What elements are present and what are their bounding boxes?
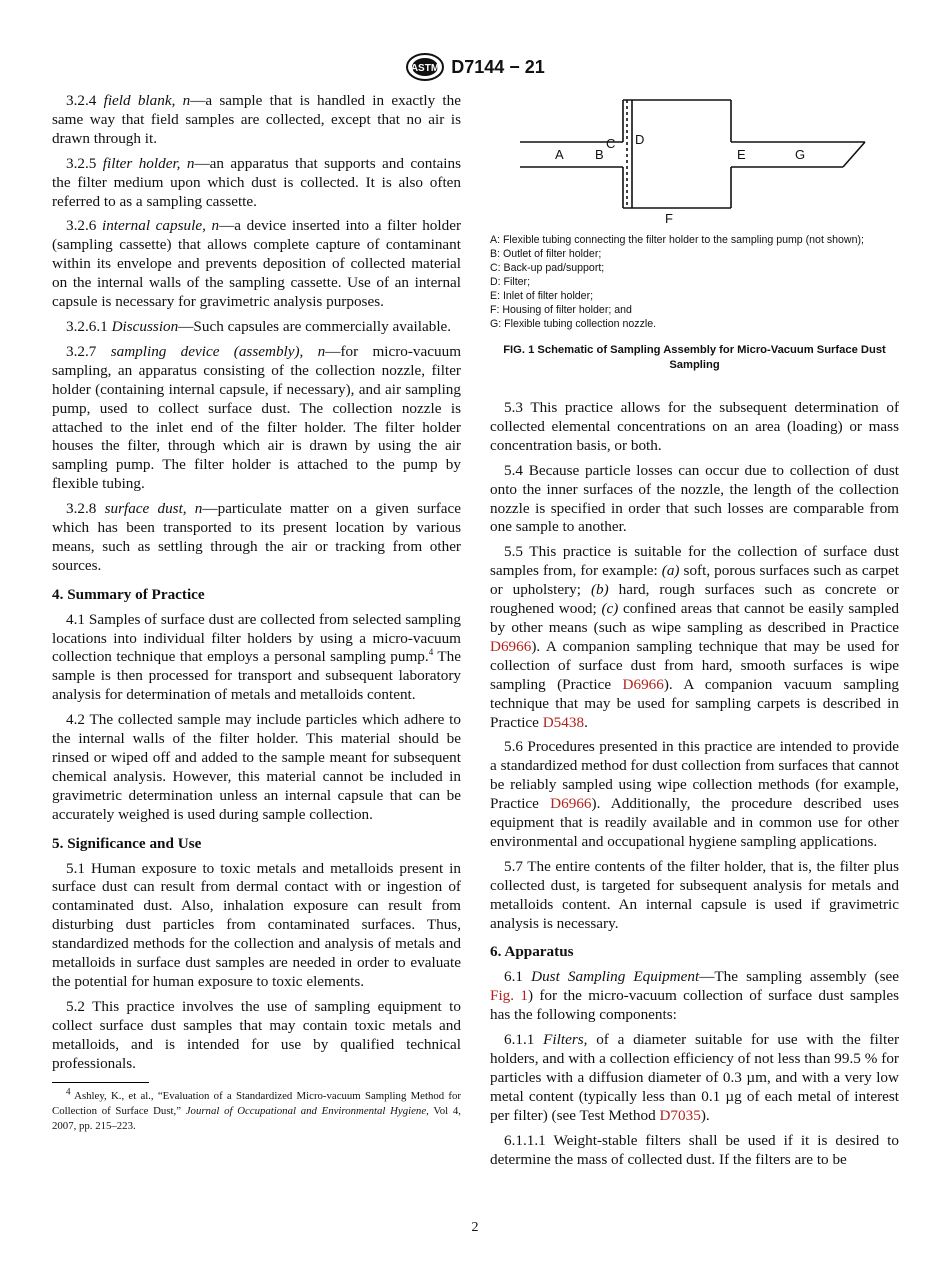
para-5-2: 5.2 This practice involves the use of sampling equipment to collect surface dust samples that may contain toxic metals and metalloids, and is intended for use by qualified technical professionals.: [52, 997, 461, 1072]
def-sampling-device: 3.2.7 sampling device (assembly), n—for micro-vacuum sampling, an apparatus consisting of the collection nozzle, filter holder (containing internal capsule, if necessary), and air sampling pump, used to collect surface dust. The collection nozzle is attached to the inlet end of the filter holder. The filter holder houses the filter, through which air is drawn by using the air sampling pump. The filter holder is attached to the pump by flexible tubing.: [52, 342, 462, 493]
link-d6966[interactable]: D6966: [550, 795, 592, 813]
para-6-1-1-1: 6.1.1.1 Weight-stable filters shall be used if it is desired to determine the mass of collected dust. If the filters are to be: [490, 1131, 899, 1168]
document-id: D7144 − 21: [451, 56, 545, 77]
para-4-1: 4.1 Samples of surface dust are collected from selected sampling locations into individual filter holders by using a micro-vacuum collection technique that employs a personal sampling pump.$^4$ The sample is then processed for transport and subsequent laboratory analysis for determination of metals and metalloids content.: [52, 610, 461, 704]
label-c: C: [606, 136, 616, 151]
left-column: [52, 92, 461, 1140]
page-header: [0, 52, 950, 87]
legend-item: C: Back-up pad/support;: [490, 262, 605, 274]
def-discussion: 3.2.6.1 Discussion—Such capsules are commercially available.: [66, 317, 452, 335]
section-heading-5: 5. Significance and Use: [52, 834, 202, 852]
para-4-2: 4.2 The collected sample may include particles which adhere to the internal walls of the filter holder. This material should be rinsed or wiped off and added to the sample meant for subsequent chemical analysis. However, this material cannot be included in gravimetric determination unless an internal capsule that can be accurately weighed is used during sample collection.: [52, 711, 461, 823]
svg-text:ASTM: ASTM: [411, 63, 440, 74]
figure-title: FIG. 1 Schematic of Sampling Assembly for Micro-Vacuum Surface Dust Sampling: [503, 344, 886, 371]
footnote: $^4$ Ashley, K., et al., “Evaluation of a Standardized Micro-vacuum Sampling Method for Collection of Surface Dust,” Journal of Occupational and Environmental Hygiene, Vol 4, 2007, pp. 215–223.: [52, 1085, 461, 1132]
section-heading-6: 6. Apparatus: [490, 943, 574, 961]
footnote-divider: [52, 1082, 149, 1083]
sampling-assembly-diagram: [515, 92, 875, 227]
label-f: F: [665, 211, 673, 226]
link-fig-1[interactable]: Fig. 1: [490, 987, 528, 1005]
legend-item: B: Outlet of filter holder;: [490, 248, 602, 260]
para-6-1: 6.1 Dust Sampling Equipment—The sampling assembly (see Fig. 1) for the micro-vacuum collection of surface dust samples has the following components:: [490, 968, 899, 1024]
para-5-6: 5.6 Procedures presented in this practice are intended to provide a standardized method for dust collection from surfaces that cannot be reliably sampled using wipe collection methods (for example, Practice D6966). Additionally, the procedure described uses equipment that is readily available and in common use for other environmental and occupational hygiene sampling applications.: [490, 738, 899, 850]
section-heading-4: 4. Summary of Practice: [52, 585, 205, 603]
right-column: [490, 92, 899, 1175]
legend-item: F: Housing of filter holder; and: [490, 304, 632, 316]
legend-item: A: Flexible tubing connecting the filter holder to the sampling pump (not shown);: [490, 234, 864, 246]
def-surface-dust: 3.2.8 surface dust, n—particulate matter on a given surface which has been transported to its present location by various means, such as settling through the air or tracking from other sources.: [52, 500, 461, 574]
legend-item: G: Flexible tubing collection nozzle.: [490, 318, 657, 330]
figure-1: [490, 92, 899, 373]
link-d6966[interactable]: D6966: [490, 637, 532, 655]
legend-item: D: Filter;: [490, 276, 531, 288]
link-d5438[interactable]: D5438: [542, 713, 585, 731]
para-5-1: 5.1 Human exposure to toxic metals and metalloids present in surface dust can result from dermal contact with or ingestion of contaminated dust. Also, inhalation exposure can result from disturbing dust particles from contaminated surfaces. Thus, standardized methods for the collection and analysis of metals and metalloids in surface dust samples are needed in order to evaluate the potential for human exposure to toxic elements.: [52, 859, 461, 990]
label-g: G: [795, 147, 806, 162]
link-d6966[interactable]: D6966: [622, 675, 664, 693]
astm-logo-icon: [405, 52, 445, 82]
def-internal-capsule: 3.2.6 internal capsule, n—a device inserted into a filter holder (sampling cassette) that allows complete capture of contaminant within its envelope and prevents deposition of collected material on the internal walls of the sampling cassette. Use of an internal capsule is necessary for gravimetric analysis purposes.: [52, 217, 462, 311]
para-6-1-1: 6.1.1 Filters, of a diameter suitable for use with the filter holders, and with a collection efficiency of not less than 99.5 % for particles with a diffusion diameter of 0.3 µm, and with a very low metal content (typically less than 0.1 µg of each metal of interest per filter) (see Test Method D7035).: [490, 1031, 900, 1124]
label-b: B: [595, 147, 604, 162]
def-field-blank: 3.2.4 field blank, n—a sample that is handled in exactly the same way that field samples are collected, except that no air is drawn through it.: [52, 92, 461, 147]
label-d: D: [635, 132, 645, 147]
page-number: 2: [471, 1220, 479, 1235]
figure-legend: [490, 233, 899, 331]
para-5-5: 5.5 This practice is suitable for the collection of surface dust samples from, for example: (a) soft, porous surfaces such as carpet or upholstery; (b) hard, rough surfaces such as concrete or roughened wood; (c) confined areas that cannot be easily sampled by other means (such as wipe sampling as described in Practice D6966). A companion sampling technique that may be used for collection of surface dust from hard, smooth surfaces is wipe sampling (Practice D6966). A companion vacuum sampling technique that may be used for sampling carpets is described in Practice D5438.: [490, 543, 900, 731]
label-e: E: [737, 147, 746, 162]
para-5-7: 5.7 The entire contents of the filter holder, that is, the filter plus collected dust, is targeted for subsequent analysis for metals and metalloids content. An internal capsule is used if gravimetric analysis is necessary.: [490, 857, 899, 932]
label-a: A: [555, 147, 564, 162]
link-d7035[interactable]: D7035: [659, 1106, 701, 1124]
para-5-3: 5.3 This practice allows for the subsequent determination of collected elemental concentrations on an area (loading) or mass concentration basis, or both.: [490, 399, 899, 454]
def-filter-holder: 3.2.5 filter holder, n—an apparatus that supports and contains the filter medium upon which dust is collected. It is also often referred to as a sampling cassette.: [52, 154, 461, 210]
legend-item: E: Inlet of filter holder;: [490, 290, 594, 302]
para-5-4: 5.4 Because particle losses can occur due to collection of dust onto the inner surfaces of the nozzle, the length of the collection nozzle is specified in order that such losses are comparable from one sample to another.: [490, 461, 899, 536]
